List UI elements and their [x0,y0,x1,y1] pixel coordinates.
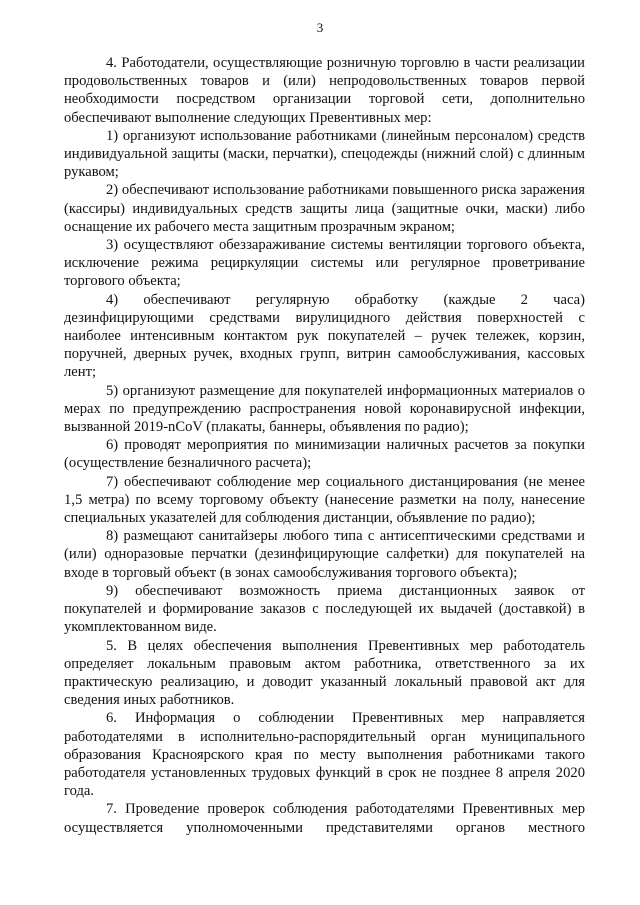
document-body [64,54,585,837]
list-item-5-information-materials: 5) организуют размещение для покупателей информационных материалов о мерах по предупреждению распространения новой коронавирусной инфекции, вызванной 2019-nCoV (плакаты, баннеры, объявления по радио); [64,382,585,436]
paragraph-5-responsible-employee: 5. В целях обеспечения выполнения Превентивных мер работодатель определяет локальным правовым актом работника, ответственного за их практическую реализацию, и доводит указанный локальный правовой акт для сведения иных работников. [64,637,585,709]
page-number: 3 [316,20,324,35]
list-item-2-cashiers-protection: 2) обеспечивают использование работниками повышенного риска заражения (кассиры) индивидуальных средств защиты лица (защитные очки, маски) либо оснащение их рабочего места защитным прозрачным экраном; [64,182,585,235]
list-item-1-ppe: 1) организуют использование работниками (линейным персоналом) средств индивидуальной защиты (маски, перчатки), спецодежды (нижний слой) с длинным рукавом; [64,127,585,181]
list-item-3-ventilation: 3) осуществляют обеззараживание системы вентиляции торгового объекта, исключение режима рециркуляции системы или регулярное проветривание торгового объекта; [64,237,585,290]
list-item-9-remote-orders: 9) обеспечивают возможность приема дистанционных заявок от покупателей и формирование заказов с последующей их выдачей (доставкой) в укомплектованном виде. [64,582,585,636]
paragraph-7-inspections: 7. Проведение проверок соблюдения работодателями Превентивных мер осуществляется уполномоченными представителями органов местного [64,801,585,836]
paragraph-4-retail-employers: 4. Работодатели, осуществляющие розничную торговлю в части реализации продовольственных товаров и (или) непродовольственных товаров первой необходимости посредством организации торговой сети, дополнительно обеспечивают выполнение следующих Превентивных мер: [64,55,585,126]
list-item-8-sanitizers: 8) размещают санитайзеры любого типа с антисептическими средствами и (или) одноразовые перчатки (дезинфицирующие салфетки) для покупателей на входе в торговый объект (в зонах самообслуживания торгового объекта); [64,528,585,581]
list-item-6-cashless-payments: 6) проводят мероприятия по минимизации наличных расчетов за покупки (осуществление безналичного расчета); [64,437,585,472]
list-item-4-disinfection: 4) обеспечивают регулярную обработку (каждые 2 часа) дезинфицирующими средствами вирулицидного действия поверхностей с наиболее интенсивным контактом рук покупателей – ручек тележек, корзин, поручней, дверных ручек, входных групп, витрин самообслуживания, кассовых лент; [64,291,585,381]
list-item-7-social-distancing: 7) обеспечивают соблюдение мер социального дистанцирования (не менее 1,5 метра) по всему торговому объекту (нанесение разметки на полу, нанесение специальных указателей для соблюдения дистанции, объявление по радио); [64,473,585,527]
paragraph-6-reporting: 6. Информация о соблюдении Превентивных мер направляется работодателями в исполнительно-распорядительный орган муниципального образования Красноярского края по месту выполнения работниками такого работодателя установленных трудовых функций в срок не позднее 8 апреля 2020 года. [64,710,585,800]
